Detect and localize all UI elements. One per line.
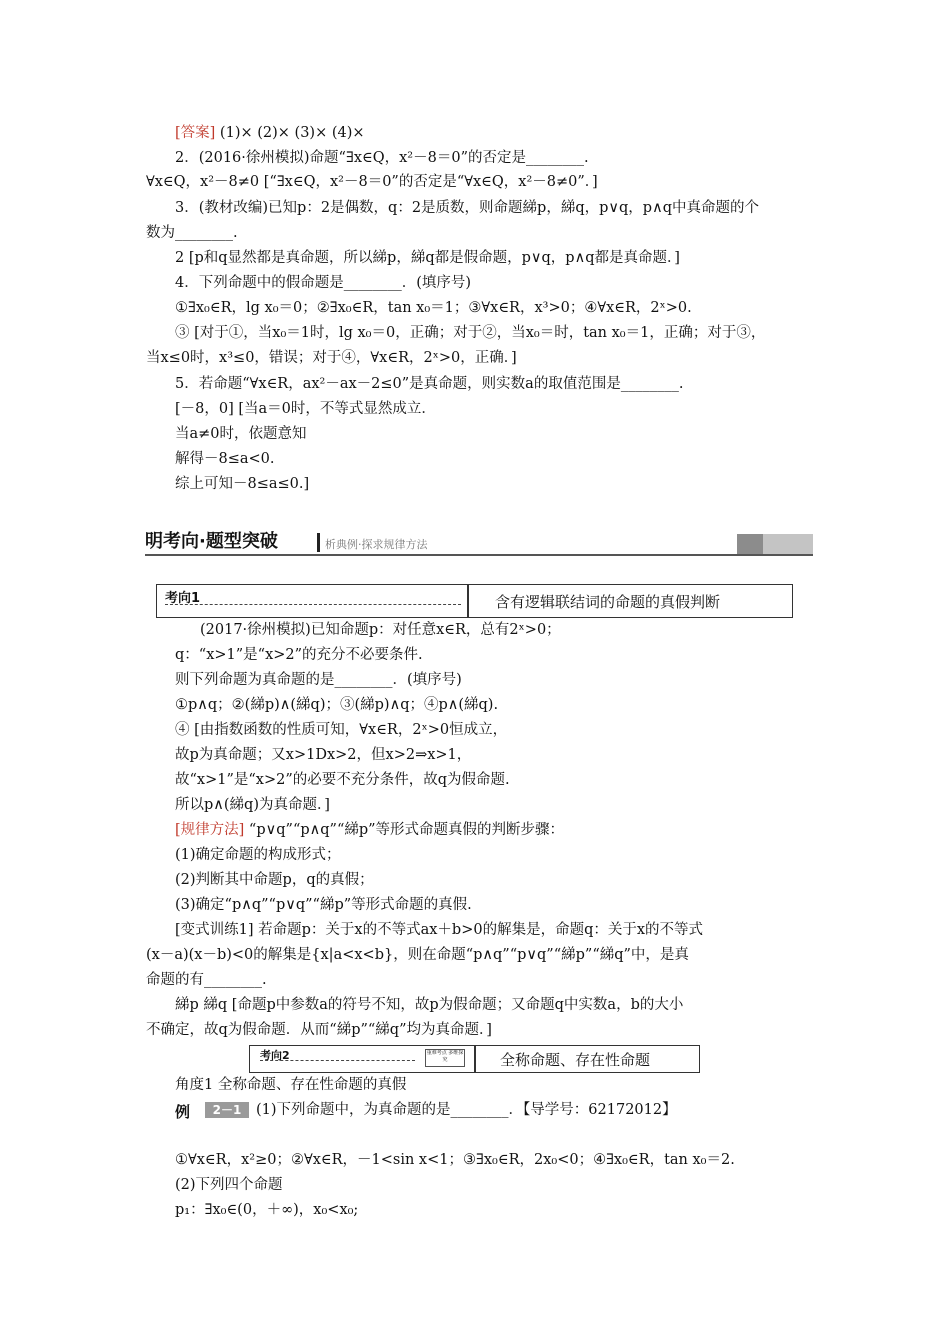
text-line-a5b: [175, 424, 307, 444]
line-text: (x－a)(x－b)<0的解集是{x|a<x<b}，则在命题“p∧q”“p∨q”“綈p”“綈q”中，是真: [146, 947, 689, 963]
text-line-ex2c: [175, 1175, 283, 1195]
label-answer: [答案]: [175, 125, 216, 141]
box-divider: [474, 1046, 476, 1072]
text-line-q4opts: [175, 298, 692, 318]
topic-box-2: [249, 1045, 700, 1073]
text-line-a5c: [175, 449, 275, 469]
text-line-m2: [175, 845, 341, 865]
line-text: ④ [由指数函数的性质可知，∀x∈R，2ˣ>0恒成立，: [175, 722, 508, 738]
text-line-e1f: [175, 745, 471, 765]
line-text: 角度1 全称命题、存在性命题的真假: [175, 1077, 407, 1093]
line-text: ∀x∈Q，x²－8≠0 [“∃x∈Q，x²－8＝0”的否定是“∀x∈Q，x²－8≠0”．]: [146, 174, 598, 190]
line-text: 当a≠0时，依题意知: [175, 426, 307, 442]
line-text: (1)确定命题的构成形式；: [175, 847, 341, 863]
text-line-e1a: [200, 620, 561, 640]
text-line-v1: [175, 920, 703, 940]
topic-box-1: [156, 584, 793, 618]
example-question: (1)下列命题中，为真命题的是________．【导学号：62172012】: [256, 1102, 677, 1118]
line-text: ③ [对于①，当x₀＝1时，lg x₀＝0，正确；对于②，当x₀＝时，tan x₀＝1，正确；对于③，: [175, 325, 766, 341]
line-text: 解得－8≤a<0.: [175, 451, 275, 467]
text-line-a2: [146, 172, 598, 192]
text-line-q2: [175, 148, 589, 168]
text-line-ex2b: [175, 1150, 735, 1170]
topic-tag-2: 考向2: [260, 1049, 290, 1062]
banner-subtitle: 析典例·探求规律方法: [325, 538, 428, 551]
banner-grey-block-light: [763, 534, 813, 556]
box-divider: [467, 585, 469, 617]
line-text: (1)× (2)× (3)× (4)×: [215, 125, 365, 141]
text-line-e1e: [175, 720, 507, 740]
line-text: “p∨q”“p∧q”“綈p”等形式命题真假的判断步骤：: [244, 822, 565, 838]
line-text: 综上可知－8≤a≤0.]: [175, 476, 310, 492]
line-text: (2)判断其中命题p，q的真假；: [175, 872, 374, 888]
text-line-q4: [175, 273, 471, 293]
dashed-rule: [260, 1060, 415, 1061]
line-text: ①∃x₀∈R，lg x₀＝0；②∃x₀∈R，tan x₀＝1；③∀x∈R，x³>0；④∀x∈R，2ˣ>0.: [175, 300, 692, 316]
line-text: 则下列命题为真命题的是________．(填序号): [175, 672, 462, 688]
text-line-ang: [175, 1075, 406, 1095]
line-text: 当x≤0时，x³≤0，错误；对于④，∀x∈R，2ˣ>0，正确．]: [146, 350, 517, 366]
topic-title-2: 全称命题、存在性命题: [500, 1051, 651, 1069]
topic-title-1: 含有逻辑联结词的命题的真假判断: [495, 593, 721, 611]
text-line-v3: [146, 970, 267, 990]
label-m1: [规律方法]: [175, 822, 245, 838]
section-banner: [145, 530, 813, 556]
line-text: 3．(教材改编)已知p：2是偶数，q：2是质数，则命题綈p，綈q，p∨q，p∧q中真命题的个: [175, 200, 759, 216]
line-text: ①p∧q；②(綈p)∧(綈q)；③(綈p)∧q；④p∧(綈q).: [175, 697, 499, 713]
text-line-e1b: [175, 645, 423, 665]
text-line-m1: [175, 820, 564, 840]
text-line-q3a: [175, 198, 759, 218]
line-text: 2 [p和q显然都是真命题，所以綈p，綈q都是假命题，p∨q，p∧q都是真命题．]: [175, 250, 680, 266]
line-text: 不确定，故q为假命题．从而“綈p”“綈q”均为真命题．]: [146, 1022, 492, 1038]
example-label: [175, 1101, 253, 1119]
line-text: 故“x>1”是“x>2”的必要不充分条件，故q为假命题.: [175, 772, 510, 788]
example-number: 2－1: [205, 1102, 249, 1118]
line-text: 所以p∧(綈q)为真命题．]: [175, 797, 330, 813]
text-line-q3b: [146, 223, 238, 243]
line-text: (3)确定“p∧q”“p∨q”“綈p”等形式命题的真假.: [175, 897, 472, 913]
line-text: (2)下列四个命题: [175, 1177, 283, 1193]
mini-label: 重难考点 多维探究: [425, 1049, 465, 1067]
banner-title: 明考向·题型突破: [145, 531, 278, 552]
banner-underline: [145, 554, 813, 556]
line-text: [－8，0] [当a＝0时，不等式显然成立．: [175, 401, 436, 417]
line-text: 4．下列命题中的假命题是________．(填序号): [175, 275, 472, 291]
line-text: 命题的有________.: [146, 972, 267, 988]
topic-tag-1: 考向1: [165, 591, 201, 606]
line-text: [变式训练1] 若命题p：关于x的不等式ax＋b>0的解集是，命题q：关于x的不等式: [175, 922, 704, 938]
line-text: 綈p 綈q [命题p中参数a的符号不知，故p为假命题；又命题q中实数a，b的大小: [175, 997, 684, 1013]
text-line-q5: [175, 374, 683, 394]
text-line-m3: [175, 870, 374, 890]
line-text: ①∀x∈R，x²≥0；②∀x∈R，－1<sin x<1；③∃x₀∈R，2x₀<0；④∃x₀∈R，tan x₀＝2.: [175, 1152, 735, 1168]
dashed-rule: [165, 604, 461, 605]
line-text: q：“x>1”是“x>2”的充分不必要条件.: [175, 647, 423, 663]
text-line-e1g: [175, 770, 510, 790]
text-line-v5: [146, 1020, 492, 1040]
text-line-e1h: [175, 795, 330, 815]
text-line-e1c: [175, 670, 462, 690]
line-text: 故p为真命题；又x>1Dx>2，但x>2⇒x>1，: [175, 747, 472, 763]
line-text: 数为________.: [146, 225, 238, 241]
text-line-a5a: [175, 399, 436, 419]
text-line-v4: [175, 995, 683, 1015]
text-line-v2: [146, 945, 689, 965]
text-line-answer: [175, 123, 365, 143]
line-text: p₁：∃x₀∈(0，＋∞)，x₀<x₀;: [175, 1202, 359, 1218]
text-line-a4a: [175, 323, 765, 343]
text-line-ex2d: [175, 1200, 358, 1220]
line-text: 5．若命题“∀x∈R，ax²－ax－2≤0”是真命题，则实数a的取值范围是________.: [175, 376, 684, 392]
text-line-a5d: [175, 474, 309, 494]
line-text: 2．(2016·徐州模拟)命题“∃x∈Q，x²－8＝0”的否定是________.: [175, 150, 589, 166]
text-line-a3: [175, 248, 680, 268]
text-line-e1d: [175, 695, 498, 715]
line-text: (2017·徐州模拟)已知命题p：对任意x∈R，总有2ˣ>0；: [200, 622, 561, 638]
banner-grey-block-dark: [737, 534, 763, 556]
text-line-m4: [175, 895, 472, 915]
example-word: 例: [175, 1103, 191, 1121]
text-line-a4b: [146, 348, 517, 368]
banner-separator: [317, 533, 320, 552]
